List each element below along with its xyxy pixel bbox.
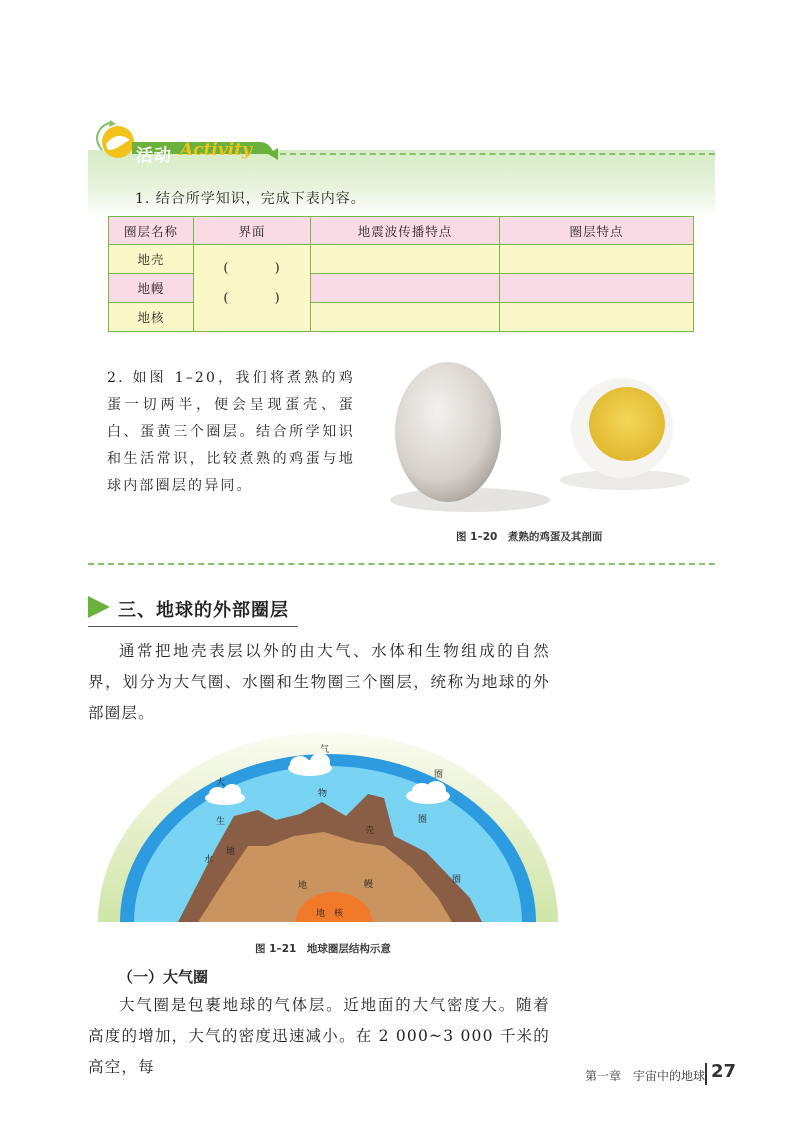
- figure-1-20-caption: 图 1–20 煮熟的鸡蛋及其剖面: [456, 531, 603, 543]
- table-cell: [311, 245, 500, 274]
- diagram-label: 水: [204, 855, 214, 865]
- section-paragraph: 通常把地壳表层以外的由大气、水体和生物组成的自然界，划分为大气圈、水圈和生物圈三个圈层，统称为地球的外部圈层。: [88, 642, 550, 722]
- whole-egg: [395, 362, 501, 502]
- diagram-label: 圈: [418, 815, 428, 825]
- diagram-label: 气: [320, 745, 330, 755]
- boundary-blank: ( ): [223, 291, 281, 306]
- table-header: 圈层名称: [109, 217, 194, 245]
- earth-layers-table: [108, 216, 694, 332]
- activity-badge-en: Activity: [180, 140, 252, 160]
- egg-yolk: [589, 387, 665, 461]
- section-arrow-icon: [88, 596, 110, 618]
- activity-badge-cn: 活动: [136, 146, 172, 166]
- table-row-label: 地核: [109, 303, 194, 332]
- section-title: 三、地球的外部圈层: [118, 600, 289, 621]
- figure-1-21-caption: 图 1–21 地球圈层结构示意: [255, 943, 391, 955]
- section-divider: [88, 563, 715, 565]
- diagram-label: 生: [216, 817, 226, 827]
- table-cell: [500, 245, 694, 274]
- subsection-title: （一）大气圈: [118, 968, 209, 986]
- table-header: 界面: [194, 217, 311, 245]
- table-row-label: 地幔: [109, 274, 194, 303]
- subsection-paragraph: 大气圈是包裹地球的气体层。近地面的大气密度大。随着高度的增加，大气的密度迅速减小。在 2 000~3 000 千米的高空，每: [88, 996, 550, 1076]
- page-number: 27: [711, 1061, 737, 1082]
- table-cell: [500, 303, 694, 332]
- table-header: 地震波传播特点: [311, 217, 500, 245]
- boundary-cell: [194, 245, 311, 332]
- boundary-blank: ( ): [223, 261, 281, 276]
- table-cell: [500, 274, 694, 303]
- boiled-egg-illustration: [380, 350, 710, 520]
- activity-question-2: 2. 如图 1–20，我们将煮熟的鸡蛋一切两半，便会呈现蛋壳、蛋白、蛋黄三个圈层。结合所学知识和生活常识，比较煮熟的鸡蛋与地球内部圈层的异同。: [107, 370, 355, 494]
- diagram-label: 物: [318, 789, 328, 799]
- table-cell: [311, 274, 500, 303]
- diagram-label: 圈: [452, 875, 462, 885]
- activity-divider: [270, 153, 715, 155]
- diagram-label: 地 核: [316, 909, 344, 919]
- earth-spheres-diagram: [98, 728, 558, 924]
- diagram-label: 地: [226, 847, 236, 857]
- diagram-label: 幔: [364, 880, 374, 890]
- diagram-label: 圈: [434, 770, 444, 780]
- table-cell: [311, 303, 500, 332]
- table-row-label: 地壳: [109, 245, 194, 274]
- activity-question-1: 1. 结合所学知识，完成下表内容。: [135, 191, 366, 207]
- footer-divider: [705, 1063, 707, 1085]
- diagram-label: 壳: [365, 826, 375, 836]
- diagram-label: 地: [298, 881, 308, 891]
- diagram-label: 大: [216, 778, 226, 788]
- section-underline: [88, 626, 298, 627]
- table-header: 圈层特点: [500, 217, 694, 245]
- footer-chapter: 第一章 宇宙中的地球: [585, 1069, 706, 1083]
